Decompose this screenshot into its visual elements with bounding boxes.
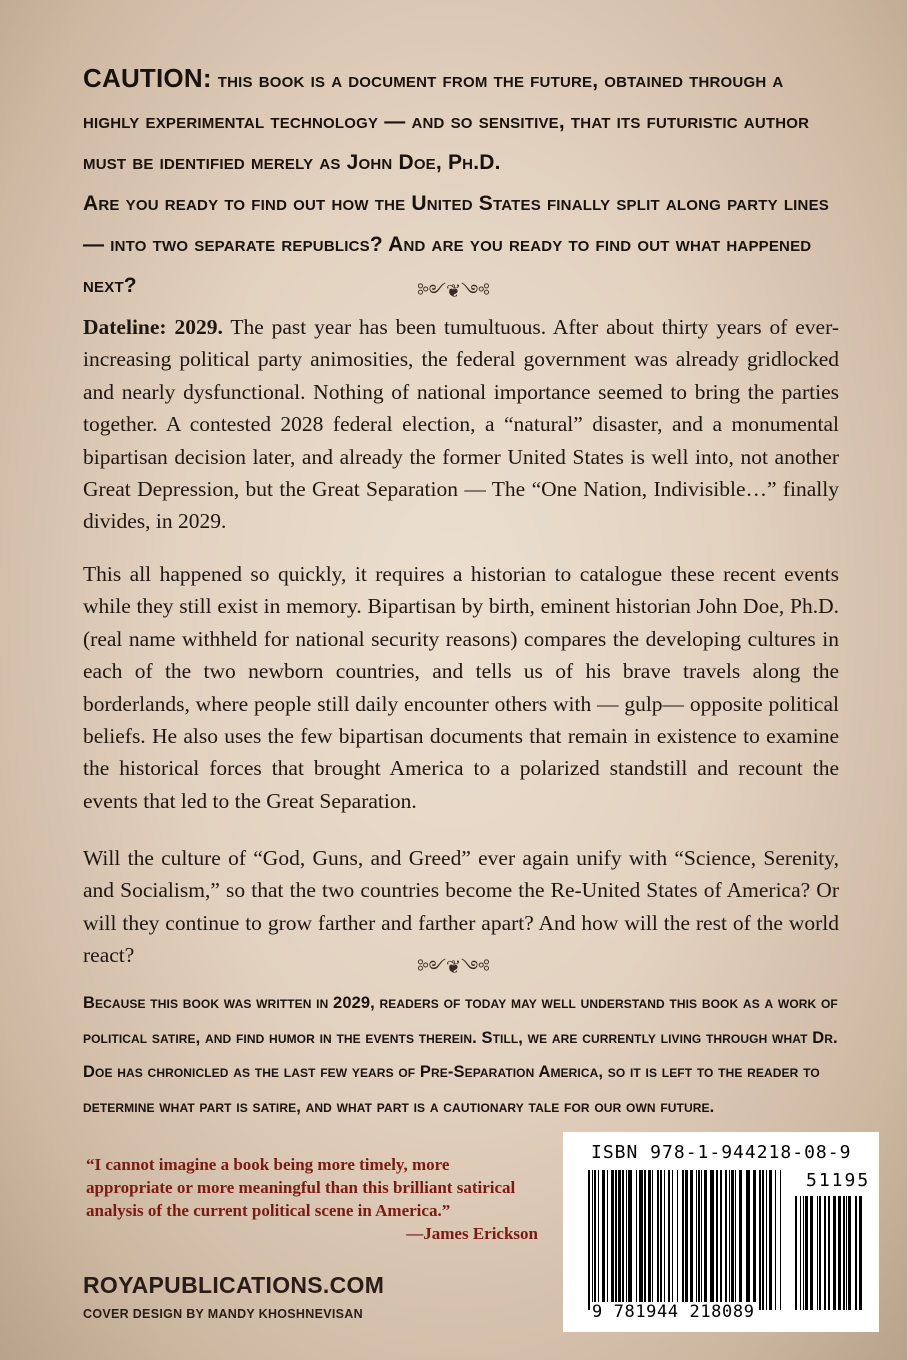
paragraph-dateline <box>83 311 839 538</box>
barcode-bar <box>690 1170 693 1310</box>
barcode-bar <box>660 1170 662 1310</box>
barcode-bar <box>759 1170 761 1310</box>
barcode-bar <box>636 1170 637 1310</box>
addon-bar <box>833 1196 836 1310</box>
dateline-text: The past year has been tumultuous. After about thirty years of ever-increasing political party animosities, the federal government was already gridlocked and nearly dysfunctional. Nothing of national importance seemed to bring the parties together. A contested 2028 federal election, a “natural” disaster, and a monumental bipartisan decision later, and already the former United States is well into, not another Great Depression, but the Great Separation — The “One Nation, Indivisible…” finally divides, in 2029. <box>83 315 839 534</box>
barcode-bar <box>762 1170 764 1310</box>
barcode-bar <box>766 1170 767 1310</box>
barcode-bar <box>668 1170 670 1310</box>
cover-design-credit: COVER DESIGN BY MANDY KHOSHNEVISAN <box>83 1307 363 1321</box>
caution-question: Are you ready to find out how the United States finally split along party lines — into two separate republics? And are you ready to find out what happened next? <box>83 192 829 297</box>
barcode-bar <box>639 1170 643 1310</box>
barcode-bar <box>753 1170 756 1310</box>
barcode-bar <box>731 1170 734 1310</box>
barcode-bar <box>735 1170 736 1310</box>
barcode-bar <box>739 1170 742 1310</box>
ornament-divider-bottom: ༻❦༺ <box>417 957 490 978</box>
ornament-divider-top: ༻❦༺ <box>417 281 490 302</box>
barcode-bar <box>698 1170 700 1310</box>
barcode-bar <box>588 1170 590 1310</box>
addon-bar <box>800 1196 801 1310</box>
barcode-panel <box>563 1132 879 1332</box>
barcode-bar <box>602 1170 605 1310</box>
barcode-bar <box>729 1170 730 1310</box>
endorsement-quote <box>86 1153 538 1245</box>
addon-price-code: 51195 <box>806 1170 871 1191</box>
addon-bar <box>846 1196 847 1310</box>
barcode-bar <box>710 1170 714 1310</box>
barcode-bar <box>648 1170 651 1310</box>
ean-barcode-bars <box>588 1170 781 1310</box>
addon-bar <box>795 1196 797 1310</box>
barcode-bar <box>746 1170 750 1310</box>
addon-barcode-bars <box>795 1196 862 1310</box>
barcode-bar <box>716 1170 718 1310</box>
barcode-bar <box>664 1170 665 1310</box>
addon-bar <box>838 1196 841 1310</box>
isbn-label: ISBN 978-1-944218-08-9 <box>591 1142 852 1163</box>
barcode-bar <box>704 1170 707 1310</box>
dateline-label: Dateline: 2029. <box>83 315 223 339</box>
caution-block <box>83 58 843 306</box>
paragraph-question: Will the culture of “God, Guns, and Greed” ever again unify with “Science, Serenity, and Socialism,” so that the two countries become the Re-United States of America? Or will they continue to grow farther and farther apart? And how will the rest of the world react? <box>83 846 839 968</box>
barcode-bar <box>628 1170 632 1310</box>
barcode-bar <box>725 1170 727 1310</box>
addon-bar <box>819 1196 821 1310</box>
barcode-bar <box>682 1170 684 1310</box>
addon-bar <box>859 1196 862 1310</box>
addon-bar <box>805 1196 808 1310</box>
barcode-bar <box>657 1170 659 1310</box>
closing-statement: Because this book was written in 2029, readers of today may well understand this book as a work of political satire, and find humor in the events therein. Still, we are currently living through what Dr. Doe has chronicled as the last few years of Pre-Separation America, so it is left to the reader to determine what part is satire, and what part is a cautionary tale for our own future. <box>83 994 838 1116</box>
addon-bar <box>810 1196 813 1310</box>
paragraph-historian: This all happened so quickly, it requires a historian to catalogue these recent events while they still exist in memory. Bipartisan by birth, eminent historian John Doe, Ph.D. (real name withheld for national security reasons) compares the developing cultures in each of the two newborn countries, and tells us of his brave travels along the borderlands, where people still daily encounter others with — gulp— opposite political beliefs. He also uses the few bipartisan documents that remain in existence to examine the historical forces that brought America to a polarized standstill and recount the events that led to the Great Separation. <box>83 562 839 813</box>
quote-attribution: —James Erickson <box>406 1224 538 1243</box>
addon-bar <box>803 1196 804 1310</box>
barcode-bar <box>592 1170 593 1310</box>
barcode-bar <box>598 1170 599 1310</box>
barcode-bar <box>644 1170 646 1310</box>
publisher-website: ROYAPUBLICATIONS.COM <box>83 1272 385 1298</box>
barcode-bar <box>618 1170 621 1310</box>
barcode-bar <box>615 1170 617 1310</box>
barcode-bar <box>607 1170 608 1310</box>
barcode-bar <box>696 1170 697 1310</box>
barcode-bar <box>780 1170 781 1310</box>
barcode-bar <box>677 1170 678 1310</box>
barcode-bar <box>775 1170 776 1310</box>
barcode-bar <box>652 1170 653 1310</box>
ean-number: 9 781944 218089 <box>592 1302 755 1322</box>
addon-bar <box>824 1196 826 1310</box>
quote-text: “I cannot imagine a book being more timely, more appropriate or more meaningful than this brilliant satirical analysis of the current political scene in America.” <box>86 1155 516 1220</box>
barcode-bar <box>611 1170 614 1310</box>
barcode-bar <box>622 1170 624 1310</box>
addon-bar <box>828 1196 830 1310</box>
barcode-bar <box>769 1170 772 1310</box>
barcode-bar <box>720 1170 722 1310</box>
addon-bar <box>817 1196 818 1310</box>
caution-text: this book is a document from the future, obtained through a highly experimental technology — and so sensitive, that its futuristic author must be identified merely as John Doe, Ph.D. <box>83 69 810 174</box>
addon-bar <box>848 1196 851 1310</box>
barcode-bar <box>594 1170 596 1310</box>
barcode-bar <box>626 1170 627 1310</box>
caution-label: CAUTION: <box>83 63 212 93</box>
barcode-bar <box>685 1170 688 1310</box>
barcode-bar <box>672 1170 673 1310</box>
addon-bar <box>855 1196 857 1310</box>
barcode-bar <box>701 1170 702 1310</box>
addon-bar <box>843 1196 845 1310</box>
